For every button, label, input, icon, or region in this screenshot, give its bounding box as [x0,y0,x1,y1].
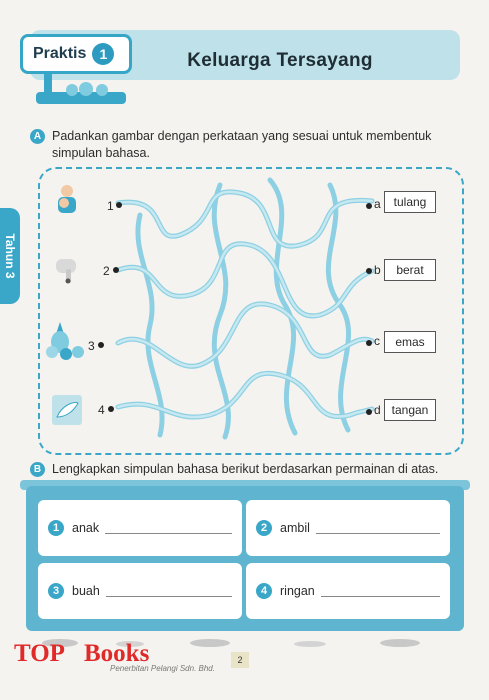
praktis-label: Praktis [33,45,87,62]
card-2-answer-line[interactable] [316,523,440,534]
card-4-number: 4 [256,583,272,599]
left-item-3-number: 3 [88,339,95,353]
section-a-badge: A [30,129,45,144]
logo-top: TOP [14,640,65,667]
section-b-instruction: Lengkapkan simpulan bahasa berikut berdasarkan permainan di atas. [52,462,439,476]
feather-icon [52,395,82,425]
dot-2[interactable] [113,267,119,273]
pointing-hand-icon [52,255,82,285]
sign-stand-icon [36,74,126,106]
side-tab-label: Tahun 3 [3,233,17,279]
page-title: Keluarga Tersayang [187,50,373,71]
card-3-number: 3 [48,583,64,599]
left-item-4-number: 4 [98,403,105,417]
right-item-c-word: emas [384,331,436,353]
card-2-word: ambil [280,521,310,535]
right-item-c-letter: c [374,334,380,348]
right-item-d-letter: d [374,403,381,417]
card-4-answer-line[interactable] [321,586,440,597]
card-3-word: buah [72,584,100,598]
dot-a[interactable] [366,203,372,209]
maze-paths [110,175,380,445]
left-item-2-number: 2 [103,264,110,278]
section-b-badge: B [30,462,45,477]
answer-card-1 [38,500,242,556]
card-2-number: 2 [256,520,272,536]
answer-card-2 [246,500,450,556]
praktis-number: 1 [92,43,114,65]
right-item-a-letter: a [374,197,381,211]
section-a-instruction [52,128,472,162]
dot-b[interactable] [366,268,372,274]
card-1-number: 1 [48,520,64,536]
parent-carrying-child-icon [52,183,82,213]
dot-d[interactable] [366,409,372,415]
card-4-word: ringan [280,584,315,598]
left-item-1-number: 1 [107,199,114,213]
answer-card-3 [38,563,242,619]
publisher-text: Penerbitan Pelangi Sdn. Bhd. [110,664,215,673]
section-a-instruction-line1: Padankan gambar dengan perkataan yang sesuai untuk membentuk [52,129,432,143]
right-item-b-word: berat [384,259,436,281]
fruit-basket-icon [44,320,86,362]
card-1-word: anak [72,521,100,535]
dot-1[interactable] [116,202,122,208]
dot-3[interactable] [98,342,104,348]
card-1-answer-line[interactable] [105,523,232,534]
logo-books: Books [84,640,150,667]
praktis-sign [20,34,132,74]
card-3-answer-line[interactable] [106,586,232,597]
right-item-d-word: tangan [384,399,436,421]
dot-c[interactable] [366,340,372,346]
section-a-instruction-line2: simpulan bahasa. [52,146,150,160]
dot-4[interactable] [108,406,114,412]
page-number: 2 [231,652,249,668]
right-item-b-letter: b [374,263,381,277]
right-item-a-word: tulang [384,191,436,213]
answer-card-4 [246,563,450,619]
